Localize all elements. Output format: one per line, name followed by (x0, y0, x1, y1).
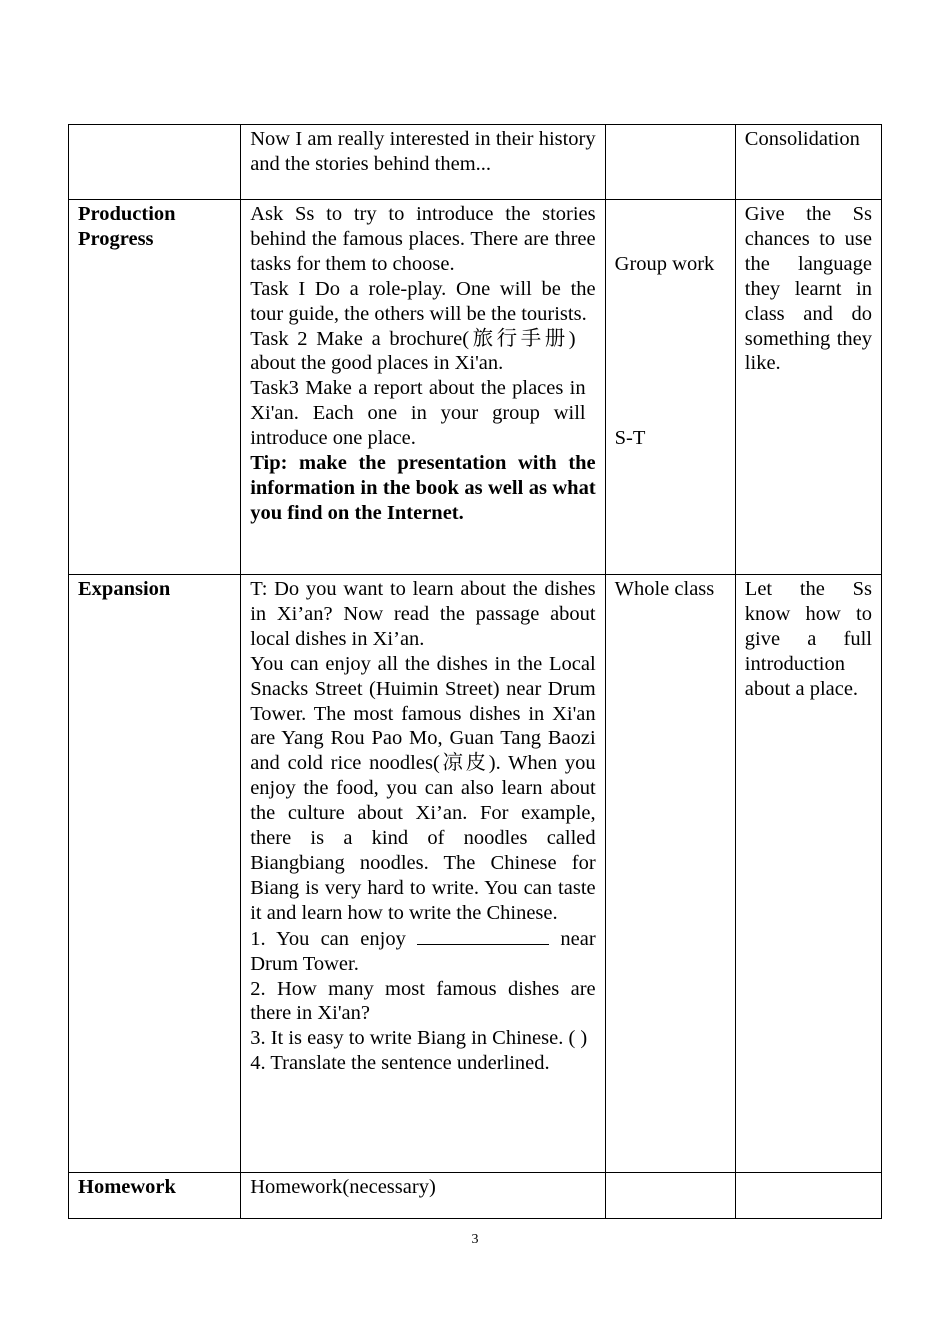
procedure-text: Task3 Make a report about the places in Xi'an. Each one in your group will introduce one place. (250, 377, 586, 450)
passage-text: You can enjoy all the dishes in the Local Snacks Street (Huimin Street) near Drum Tower. The most famous dishes in Xi'an are Yang Rou Pao Mo, Guan Tang Baozi and cold rice noodles(凉皮). When you enjoy the food, you can also learn about the culture about Xi’an. For example, there is a kind of noodles called Biangbiang noodles. The Chinese for Biang is very hard to write. You can taste it and learn how to write the Chinese. (250, 652, 596, 924)
mode-cell (605, 575, 735, 1173)
question-3: 3. It is easy to write Biang in Chinese. ( ) (250, 1027, 588, 1050)
mode-cell (605, 200, 735, 575)
mode-text: S-T (614, 427, 646, 450)
purpose-cell (735, 575, 881, 1173)
procedure-tip: Tip: make the presentation with the information in the book as well as what you find on the Internet. (250, 452, 596, 524)
procedure-text: Now I am really interested in their history and the stories behind them... (250, 128, 596, 175)
question-2: 2. How many most famous dishes are there in Xi'an? (250, 977, 596, 1025)
procedure-text: Task 2 Make a brochure(旅行手册) about the good places in Xi'an. (250, 327, 576, 375)
mode-text: Whole class (614, 578, 715, 600)
table-row (69, 1173, 882, 1219)
question-4: 4. Translate the sentence underlined. (250, 1052, 550, 1075)
purpose-text: Let the Ss know how to give a full introduction about a place. (744, 578, 872, 700)
procedure-cell (241, 125, 605, 200)
page-number: 3 (471, 1232, 479, 1247)
procedure-text: Ask Ss to try to introduce the stories behind the famous places. There are three tasks for them to choose. (250, 203, 596, 275)
table-row (69, 575, 882, 1173)
mode-cell (605, 1173, 735, 1219)
stage-cell: Expansion (69, 575, 241, 1173)
stage-cell: Production Progress (69, 200, 241, 575)
purpose-cell (735, 200, 881, 575)
stage-cell (69, 125, 241, 200)
stage-cell: Homework (69, 1173, 241, 1219)
purpose-cell (735, 1173, 881, 1219)
procedure-text: Task I Do a role-play. One will be the tour guide, the others will be the tourists. (250, 277, 596, 325)
question-1 (250, 926, 595, 977)
procedure-text: T: Do you want to learn about the dishes in Xi’an? Now read the passage about local dishes in Xi’an. (250, 578, 596, 650)
purpose-text: Give the Ss chances to use the language they learnt in class and do something they like. (744, 203, 872, 375)
table-row (69, 200, 882, 575)
mode-text: Group work (614, 252, 715, 275)
question-text: 1. You can enjoy (250, 927, 406, 950)
table-row (69, 125, 882, 200)
lesson-plan-table (68, 124, 882, 1219)
procedure-cell: Homework(necessary) (241, 1173, 605, 1219)
procedure-cell (241, 200, 605, 575)
question-text: near Drum Tower. (250, 927, 596, 975)
procedure-cell (241, 575, 605, 1173)
purpose-cell: Consolidation (735, 125, 881, 200)
mode-cell (605, 125, 735, 200)
answer-blank (417, 926, 549, 945)
